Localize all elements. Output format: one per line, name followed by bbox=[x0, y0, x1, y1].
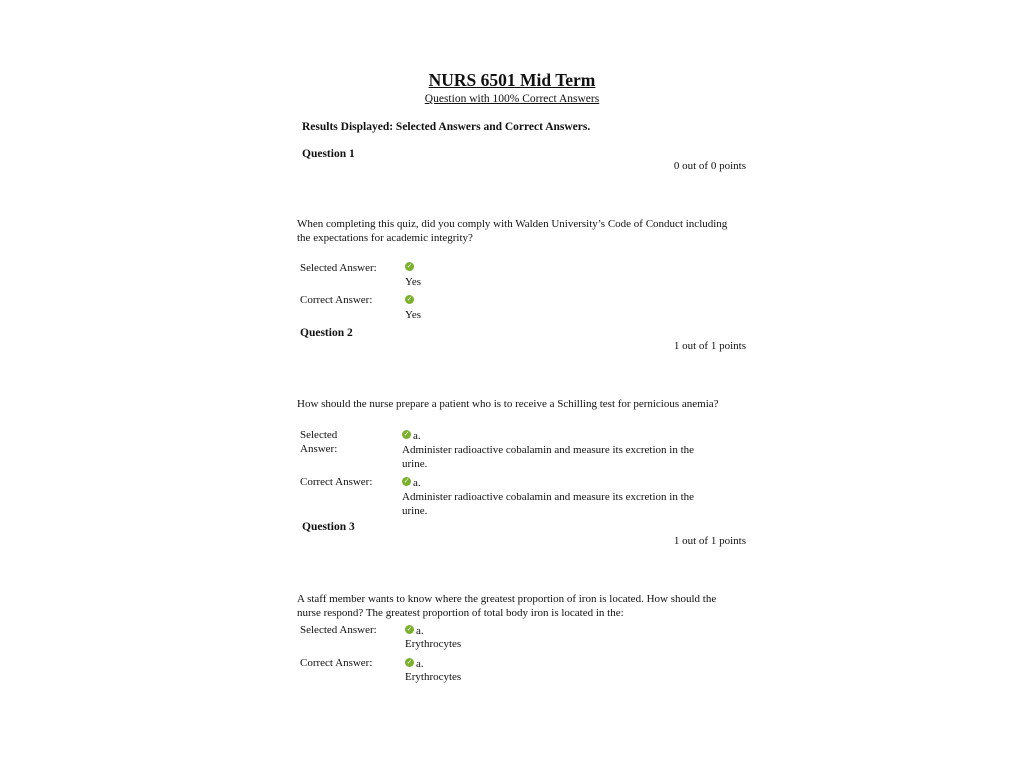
question-3-heading: Question 3 bbox=[302, 521, 355, 533]
question-3-correct-letter: a. bbox=[416, 658, 424, 670]
question-1-correct-answer: Yes bbox=[405, 309, 422, 321]
results-displayed-label: Results Displayed: Selected Answers and Correct Answers. bbox=[302, 121, 591, 133]
question-3-selected-letter: a. bbox=[416, 625, 424, 637]
check-circle-icon: ✓ bbox=[406, 625, 413, 633]
question-1-correct-label: Correct Answer: bbox=[300, 294, 373, 306]
question-2-correct-answer: Administer radioactive cobalamin and measure its excretion in the urine. bbox=[402, 491, 695, 517]
question-3-selected-label: Selected Answer: bbox=[300, 624, 377, 636]
page-title: NURS 6501 Mid Term bbox=[428, 70, 596, 90]
question-3-points: 1 out of 1 points bbox=[673, 535, 746, 547]
question-1-points: 0 out of 0 points bbox=[673, 160, 746, 172]
question-1-heading: Question 1 bbox=[302, 148, 355, 160]
question-2-selected-answer: Administer radioactive cobalamin and measure its excretion in the urine. bbox=[402, 444, 695, 470]
question-2-text: How should the nurse prepare a patient who is to receive a Schilling test for pernicious anemia? bbox=[297, 398, 719, 410]
question-3-text: A staff member wants to know where the greatest proportion of iron is located. How should the nurse respond? The greatest proportion of total body iron is located in the: bbox=[297, 593, 717, 619]
question-1-text: When completing this quiz, did you comply with Walden University’s Code of Conduct including the expectations for academic integrity? bbox=[297, 218, 728, 244]
check-circle-icon: ✓ bbox=[403, 477, 410, 485]
check-circle-icon: ✓ bbox=[406, 262, 413, 270]
question-3-correct-label: Correct Answer: bbox=[300, 657, 373, 669]
question-1-selected-label: Selected Answer: bbox=[300, 262, 377, 274]
question-2-selected-label-line2: Answer: bbox=[300, 443, 338, 455]
check-circle-icon: ✓ bbox=[406, 295, 413, 303]
page-subtitle: Question with 100% Correct Answers bbox=[424, 93, 600, 105]
check-circle-icon: ✓ bbox=[406, 658, 413, 666]
question-2-selected-label-line1: Selected bbox=[300, 429, 338, 441]
question-2-heading: Question 2 bbox=[300, 327, 353, 339]
question-3-selected-answer: Erythrocytes bbox=[405, 638, 462, 650]
question-2-correct-letter: a. bbox=[413, 477, 421, 489]
question-1-selected-answer: Yes bbox=[405, 276, 422, 288]
question-2-correct-label: Correct Answer: bbox=[300, 476, 373, 488]
question-2-selected-letter: a. bbox=[413, 430, 421, 442]
question-3-correct-answer: Erythrocytes bbox=[405, 671, 462, 683]
check-circle-icon: ✓ bbox=[403, 430, 410, 438]
question-2-points: 1 out of 1 points bbox=[673, 340, 746, 352]
